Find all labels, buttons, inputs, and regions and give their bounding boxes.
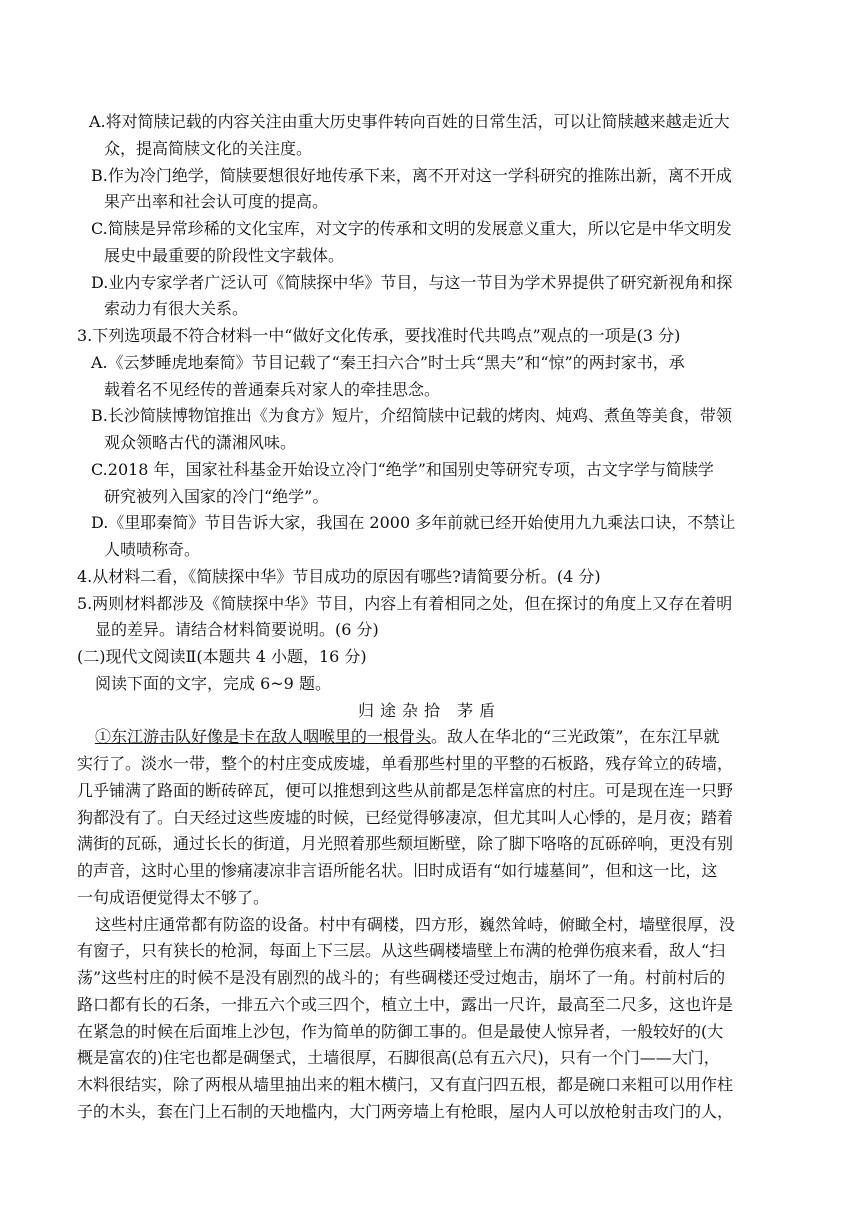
q2-option-b-line2: 果产出率和社会认可度的提高。	[104, 192, 329, 211]
q3-option-b-line1: B.长沙简牍博物馆推出《为食方》短片，介绍简牍中记载的烤肉、炖鸡、煮鱼等美食，带领	[91, 406, 732, 425]
q2-option-a-line2: 众，提高简牍文化的关注度。	[104, 139, 313, 158]
passage-p1-line2: 实行了。淡水一带，整个的村庄变成废墟，单看那些村里的平整的石板路，残存耸立的砖墙，	[77, 754, 734, 773]
passage-p2-line5: 在紧急的时候在后面堆上沙包，作为简单的防御工事的。但是最使人惊异者，一般较好的(大	[77, 1022, 724, 1041]
q5-stem-line2: 显的差异。请结合材料简要说明。(6 分)	[95, 620, 379, 639]
passage-p2-line4: 路口都有长的石条，一排五六个或三四个，植立土中，露出一尺许，最高至二尺多，这也许是	[77, 995, 734, 1014]
q3-option-b-line2: 观众领略古代的潇湘风味。	[104, 433, 297, 452]
passage-p1-line7: 一句成语便觉得太不够了。	[77, 888, 270, 907]
section-heading: (二)现代文阅读Ⅱ(本题共 4 小题，16 分)	[77, 647, 367, 666]
passage-p2-line8: 子的木头，套在门上石制的天地槛内，大门两旁墙上有枪眼，屋内人可以放枪射击攻门的人，	[77, 1102, 734, 1121]
q3-stem: 3.下列选项最不符合材料一中“做好文化传承，要找准时代共鸣点”观点的一项是(3 分)	[77, 326, 681, 345]
q3-option-c-line1: C.2018 年，国家社科基金开始设立冷门“绝学”和国别史等研究专项，古文字学与简牍学	[91, 460, 714, 479]
passage-p2-line6: 概是富农的)住宅也都是碉堡式，土墙很厚，石脚很高(总有五六尺)，只有一个门——大门，	[77, 1048, 720, 1067]
q3-option-d-line2: 人啧啧称奇。	[104, 540, 201, 559]
passage-p2-line3: 荡”这些村庄的时候不是没有剧烈的战斗的；有些碉楼还受过炮击，崩坏了一角。村前村后的	[77, 968, 726, 987]
section-instruction: 阅读下面的文字，完成 6~9 题。	[95, 674, 331, 693]
passage-p1-line3: 几乎铺满了路面的断砖碎瓦，便可以推想到这些从前都是怎样富庶的村庄。可是现在连一只野	[77, 781, 734, 800]
q2-option-d-line2: 索动力有很大关系。	[104, 299, 249, 318]
passage-p2-line2: 有窗子，只有狭长的枪洞，每面上下三层。从这些碉楼墙壁上布满的枪弹伤痕来看，敌人“扫	[77, 941, 726, 960]
passage-p1-line1	[95, 723, 719, 750]
q2-option-a-line1: A.将对简牍记载的内容关注由重大历史事件转向百姓的日常生活，可以让简牍越来越走近大	[89, 112, 730, 131]
q2-option-b-line1: B.作为冷门绝学，简牍要想很好地传承下来，离不开对这一学科研究的推陈出新，离不开成	[91, 166, 732, 185]
underlined-sentence: ①东江游击队好像是卡在敌人咽喉里的一根骨头	[95, 727, 432, 746]
q3-option-d-line1: D.《里耶秦简》节目告诉大家，我国在 2000 多年前就已经开始使用九九乘法口诀，不禁让	[91, 513, 736, 532]
passage-p2-line7: 木料很结实，除了两根从墙里抽出来的粗木横闩，又有直闩四五根，都是碗口来粗可以用作柱	[77, 1075, 734, 1094]
q3-option-c-line2: 研究被列入国家的冷门“绝学”。	[104, 487, 329, 506]
q2-option-c-line1: C.简牍是异常珍稀的文化宝库，对文字的传承和文明的发展意义重大，所以它是中华文明发	[91, 219, 732, 238]
q5-stem-line1: 5.两则材料都涉及《简牍探中华》节目，内容上有着相同之处，但在探讨的角度上又存在着明	[77, 594, 733, 613]
q3-option-a-line2: 载着名不见经传的普通秦兵对家人的牵挂思念。	[104, 380, 441, 399]
q2-option-d-line1: D.业内专家学者广泛认可《简牍探中华》节目，与这一节目为学术界提供了研究新视角和探	[91, 273, 733, 292]
q3-option-a-line1: A.《云梦睡虎地秦简》节目记载了“秦王扫六合”时士兵“黑夫”和“惊”的两封家书，承	[91, 353, 685, 372]
passage-p2-line1: 这些村庄通常都有防盗的设备。村中有碉楼，四方形，巍然耸峙，俯瞰全村，墙壁很厚，没	[95, 915, 736, 934]
q4-stem: 4.从材料二看，《简牍探中华》节目成功的原因有哪些?请简要分析。(4 分)	[77, 567, 601, 586]
passage-p1-line4: 狗都没有了。白天经过这些废墟的时候，已经觉得够凄凉，但尤其叫人心悸的，是月夜；踏着	[77, 808, 734, 827]
passage-p1-line5: 满街的瓦砾，通过长长的街道，月光照着那些颓垣断壁，除了脚下咯咯的瓦砾碎响，更没有别	[77, 834, 734, 853]
q2-option-c-line2: 展史中最重要的阶段性文字载体。	[104, 246, 345, 265]
passage-p1-line6: 的声音，这时心里的惨痛凄凉非言语所能名状。旧时成语有“如行墟墓间”，但和这一比，这	[77, 861, 718, 880]
passage-p1-line1-rest: 。敌人在华北的“三光政策”，在东江早就	[431, 727, 720, 746]
passage-title: 归途杂拾 茅盾	[358, 701, 502, 720]
